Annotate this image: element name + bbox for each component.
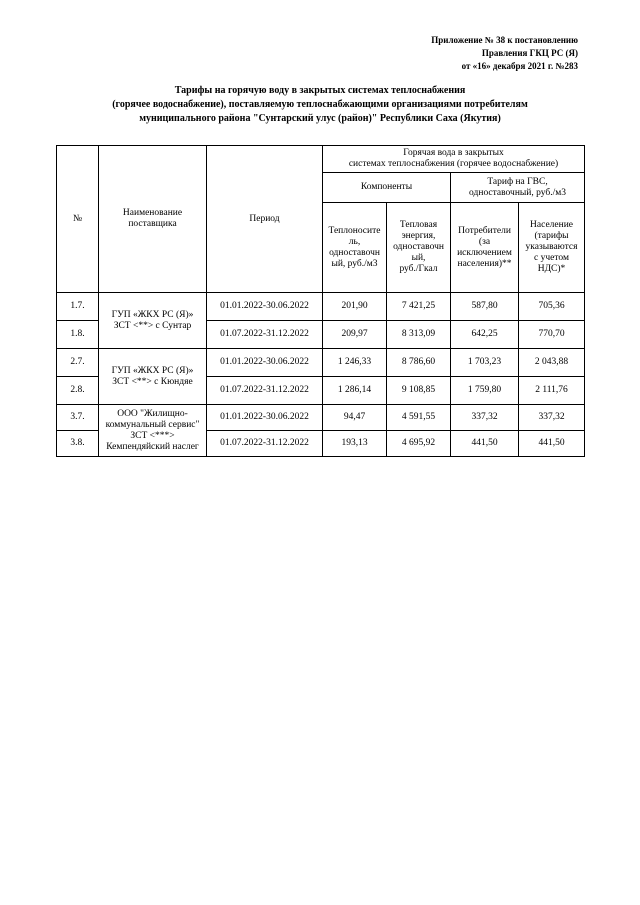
row-heat-carrier: 201,90	[323, 293, 387, 321]
row-heat-carrier: 94,47	[323, 405, 387, 431]
row-consumers: 642,25	[451, 321, 519, 349]
header-population-line: указываются	[525, 242, 578, 252]
row-period: 01.01.2022-30.06.2022	[207, 349, 323, 377]
row-thermal-energy: 8 786,60	[387, 349, 451, 377]
row-period: 01.07.2022-31.12.2022	[207, 321, 323, 349]
header-thermal-line: руб./Гкал	[399, 264, 438, 274]
supplier-line: ООО "Жилищно-	[117, 408, 188, 419]
header-thermal-line: Тепловая	[399, 220, 438, 230]
header-thermal-line: одноставочн	[393, 242, 444, 252]
header-population-line: НДС)*	[537, 264, 566, 274]
row-population: 337,32	[519, 405, 585, 431]
header-heat-carrier-line: Теплоносите	[328, 225, 381, 236]
appendix-header	[318, 34, 578, 73]
supplier-line: коммунальный сервис"	[105, 419, 200, 430]
row-consumers: 587,80	[451, 293, 519, 321]
row-consumers: 441,50	[451, 431, 519, 457]
header-heat-carrier-line: ый, руб./м3	[331, 258, 378, 269]
row-thermal-energy: 7 421,25	[387, 293, 451, 321]
row-period: 01.07.2022-31.12.2022	[207, 377, 323, 405]
row-num: 3.8.	[57, 431, 99, 457]
row-consumers: 1 759,80	[451, 377, 519, 405]
row-consumers: 337,32	[451, 405, 519, 431]
table-row	[57, 349, 585, 377]
title-line: муниципального района "Сунтарский улус (район)" Республики Саха (Якутия)	[139, 113, 501, 124]
supplier-line: ЗСТ <**> с Сунтар	[113, 320, 192, 331]
tariff-table	[56, 145, 585, 457]
row-heat-carrier: 1 246,33	[323, 349, 387, 377]
row-heat-carrier: 1 286,14	[323, 377, 387, 405]
header-population-line: Население	[530, 220, 573, 230]
header-heat-carrier	[323, 203, 387, 293]
header-gvs-line: Тариф на ГВС,	[487, 176, 548, 187]
row-thermal-energy: 4 591,55	[387, 405, 451, 431]
header-hot-water	[323, 146, 585, 173]
header-consumers-line: Потребители	[458, 225, 511, 236]
header-period: Период	[207, 146, 323, 293]
row-num: 3.7.	[57, 405, 99, 431]
row-period: 01.07.2022-31.12.2022	[207, 431, 323, 457]
header-heat-carrier-line: ль,	[348, 236, 361, 247]
document-title	[56, 84, 584, 126]
row-population: 2 043,88	[519, 349, 585, 377]
header-population-line: (тарифы	[534, 231, 569, 241]
supplier-cell	[99, 349, 207, 405]
table-row	[57, 405, 585, 431]
row-population: 705,36	[519, 293, 585, 321]
appendix-line: Приложение № 38 к постановлению	[431, 35, 578, 45]
header-gvs-line: одноставочный, руб./м3	[469, 187, 566, 198]
header-supplier-line: Наименование	[122, 208, 183, 218]
header-consumers-line: (за	[478, 236, 491, 247]
header-num: №	[57, 146, 99, 293]
row-num: 1.8.	[57, 321, 99, 349]
header-heat-carrier-line: одноставочн	[329, 247, 380, 258]
supplier-line: ЗСТ <***>	[130, 430, 175, 441]
header-thermal-energy	[387, 203, 451, 293]
row-period: 01.01.2022-30.06.2022	[207, 293, 323, 321]
header-population	[519, 203, 585, 293]
row-period: 01.01.2022-30.06.2022	[207, 405, 323, 431]
header-gvs-tariff	[451, 173, 585, 203]
header-supplier-line: поставщика	[128, 219, 177, 229]
row-thermal-energy: 9 108,85	[387, 377, 451, 405]
supplier-cell	[99, 293, 207, 349]
header-population-line: с учетом	[534, 253, 569, 263]
row-thermal-energy: 8 313,09	[387, 321, 451, 349]
header-thermal-line: ый,	[411, 253, 426, 263]
row-population: 770,70	[519, 321, 585, 349]
appendix-line: Правления ГКЦ РС (Я)	[481, 48, 578, 58]
row-num: 2.7.	[57, 349, 99, 377]
header-thermal-line: энергия,	[401, 231, 436, 241]
supplier-line: ГУП «ЖКХ РС (Я)»	[111, 309, 194, 320]
row-heat-carrier: 209,97	[323, 321, 387, 349]
header-consumers-line: населения)**	[457, 258, 512, 269]
header-supplier	[99, 146, 207, 293]
supplier-line: ЗСТ <**> с Кюндяе	[112, 376, 193, 387]
header-hot-water-line: системах теплоснабжения (горячее водоснабжение)	[348, 159, 559, 169]
row-thermal-energy: 4 695,92	[387, 431, 451, 457]
supplier-cell	[99, 405, 207, 457]
header-hot-water-line: Горячая вода в закрытых	[403, 148, 504, 158]
appendix-line: от «16» декабря 2021 г. №283	[461, 61, 578, 71]
row-num: 1.7.	[57, 293, 99, 321]
row-population: 441,50	[519, 431, 585, 457]
supplier-line: ГУП «ЖКХ РС (Я)»	[111, 365, 194, 376]
title-line: (горячее водоснабжение), поставляемую теплоснабжающими организациями потребителям	[112, 99, 528, 110]
supplier-line: Кемпендяйский наслег	[106, 441, 199, 452]
header-consumers-line: исключением	[457, 247, 512, 258]
header-components: Компоненты	[323, 173, 451, 203]
row-population: 2 111,76	[519, 377, 585, 405]
row-heat-carrier: 193,13	[323, 431, 387, 457]
title-line: Тарифы на горячую воду в закрытых системах теплоснабжения	[174, 85, 466, 96]
row-num: 2.8.	[57, 377, 99, 405]
table-row	[57, 293, 585, 321]
header-consumers	[451, 203, 519, 293]
row-consumers: 1 703,23	[451, 349, 519, 377]
